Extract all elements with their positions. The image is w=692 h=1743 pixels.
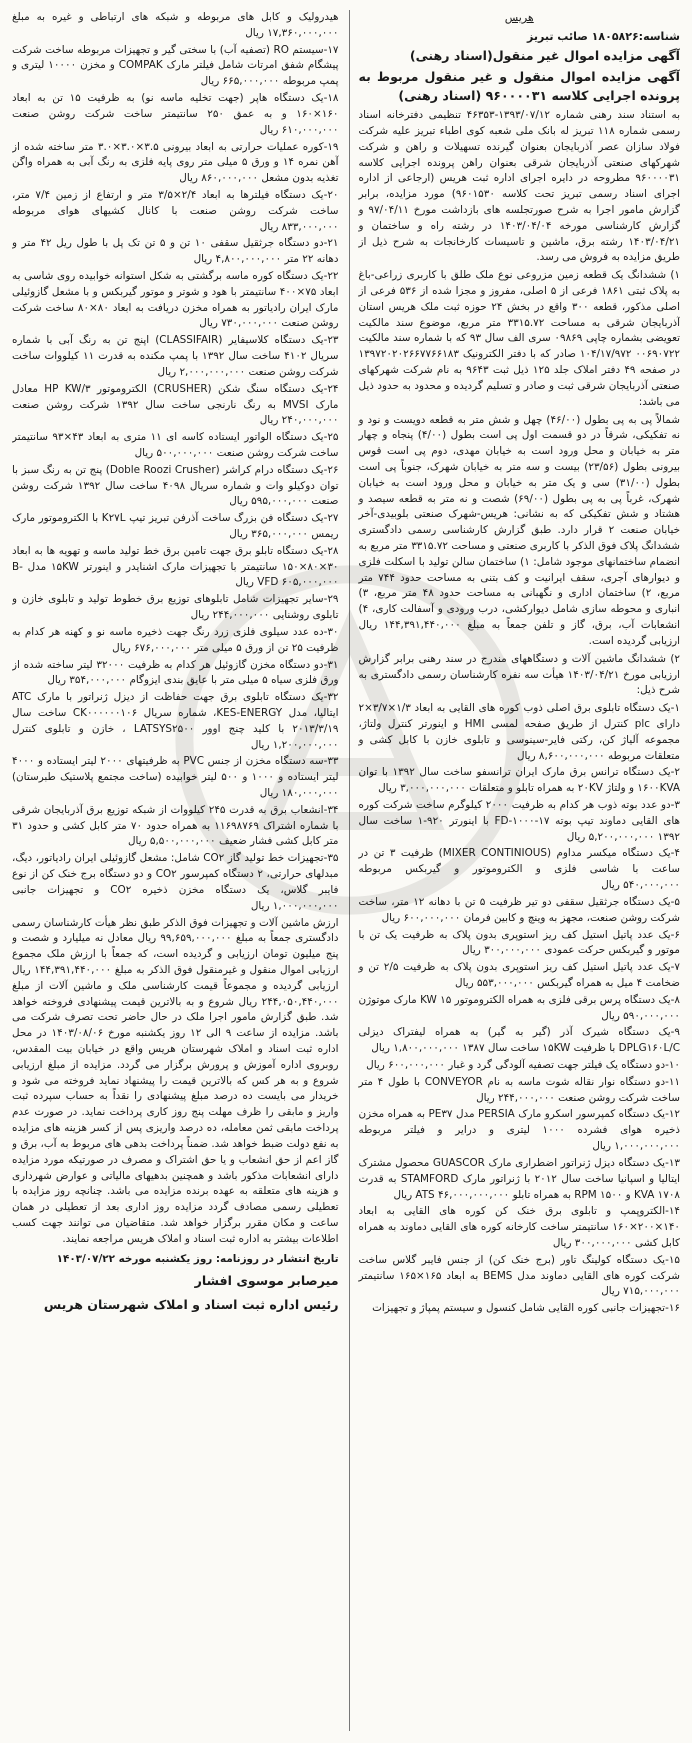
list-item [12, 592, 339, 624]
intro-paragraph: به استناد سند رهنی شماره ۱۳۹۳/۰۷/۱۲-۴۶۳۵۳ تنظیمی دفترخانه اسناد رسمی شماره ۱۱۸ تبریز له بانک ملی شعبه کوی اطباء تبریز علیه شرکت فولاد سازان عصر آذربایجان بعنوان گیرنده تسهیلات و راهن و شرکت شهرکهای صنعتی آذربایجان شرقی بعنوان راهن پرونده اجرایی کلاسه ۹۶۰۰۰۰۳۱ مطروحه در دایره اجرای اداره ثبت هریس (ارجاعی از اداره اجرای اسناد رسمی تبریز تحت کلاسه ۹۶۰۱۵۳۰) مورد مزایده، برابر گزارش مامور اجرا به شرح صورتجلسه های بازداشت مورخ ۹۷/۰۴/۱۱ و گزارش کارشناسی مورخه ۱۴۰۳/۰۴/۰۴ در رشته راه و ساختمان و ۱۴۰۳/۰۴/۲۱ رشته برق، ماشین و تاسیسات کارخانجات به شرح ذیل از طریق مزایده به فروش می رسد. [358, 109, 680, 264]
machinery-list-right [359, 701, 681, 1317]
item-text: ۱۷-سیستم RO (تصفیه آب) با سختی گیر و تجهیزات مربوطه ساخت شرکت پیشگام شفق امرتات شامل فیلتر مارک COMPAK و مخزن ۱۰۰۰۰ لیتری و پمپ مربوطه [12, 43, 339, 88]
list-item [12, 511, 339, 543]
item-price: ۲,۰۰۰,۰۰۰,۰۰۰ ریال [157, 365, 246, 378]
list-item [12, 382, 339, 429]
item-price: ۶۶۵,۰۰۰,۰۰۰ ریال [200, 75, 280, 88]
list-item [12, 430, 339, 462]
item-text: هیدرولیک و کابل های مربوطه و شبکه های ارتباطی و غیره به مبلغ [12, 11, 339, 23]
right-column [349, 10, 681, 1731]
list-item [359, 928, 681, 960]
list-item [12, 754, 339, 801]
item-text: ۱۵-یک دستگاه کولینگ تاور (برج خنک کن) از جنس فایبر گلاس ساخت شرکت کوره های القایی دماوند مدل BEMS به ابعاد ۱۶۵×۱۶۵ سانتیمتر [358, 1253, 680, 1282]
item-text: ۲۱-دو دستگاه جرثقیل سقفی ۱۰ تن و ۵ تن تک پل با طول ریل ۴۲ متر و دهانه ۲۲ متر [12, 237, 339, 266]
item-price: ۶۱۰,۰۰۰,۰۰۰ ریال [259, 123, 339, 136]
item-text: ۳۰-ده عدد سیلوی فلزی زرد رنگ جهت ذخیره ماسه نو و کهنه هر کدام به ظرفیت ۲۵ تن از ورق ۵ میلی متر [12, 625, 339, 654]
list-item [12, 658, 339, 690]
item-price: ۸۶۰,۰۰۰,۰۰۰ ریال [179, 172, 259, 185]
item-text: ۳۲-یک دستگاه تابلوی برق جهت حفاظت از دیزل ژنراتور با مارک ATC ایتالیا، مدل KES-ENERGY، شماره سریال CK۰۰۰۰۰۰۱۰۶ ساخت سال ۲۰۱۳/۳/۱۹ با کلید چنج اوور LATSYS۲۵۰۰ ، خازن و تابلوی کنترل [12, 691, 339, 735]
item-price: ۶۰۰,۰۰۰,۰۰۰ ریال [366, 1059, 445, 1072]
headline-primary: آگهی مزایده اموال غیر منقول(اسناد رهنی) [409, 48, 680, 64]
item-text: ۱۱-دو دستگاه نوار نقاله شوت ماسه به نام CONVEYOR با طول ۴ متر ساخت شرکت روشن صنعت [358, 1075, 680, 1104]
item-text: ۳۵-تجهیزات خط تولید گاز CO۲ شامل: مشعل گازوئیلی ایران رادیاتور، دیگ، مبدلهای حرارتی، ۲ دستگاه کمپرسور CO۲ و دو دستگاه برج خنک کن از نوع فایبر گلاس، یک دستگاه مخزن ذخیره CO۲ و تجهیزات جانبی [12, 852, 339, 896]
list-item [12, 851, 339, 914]
item-price: ۵,۲۰۰,۰۰۰,۰۰۰ ریال [566, 830, 655, 843]
item-text: ۲۴-یک دستگاه سنگ شکن (CRUSHER) الکتروموتور ۳/HP KW معادل مارک MVSI به رنگ نارنجی ساخت سال ۱۳۹۲ شرکت روشن صنعت [12, 382, 339, 411]
item-text: ۶-یک عدد پاتیل استیل کف ریز استوپری بدون پلاک به ظرفیت یک تن با موتور و گیربکس حرکت عمودی [358, 928, 680, 957]
item-text: ۱۹-کوره عملیات حرارتی به ابعاد بیرونی ۳.۵×۳.۰×۳.۰ متر ساخته شده از آهن نمره ۱۴ و ورق ۵ میلی متر روی پایه فلزی به رنگ آبی به همراه واگن تغذیه بدون مشعل [12, 140, 339, 185]
item-price: ۷۳۰,۰۰۰,۰۰۰ ریال [199, 317, 279, 330]
list-item [12, 690, 339, 753]
item-price: ۸,۶۰۰,۰۰۰,۰۰۰ ریال [516, 749, 605, 762]
item-text: ۱۳-یک دستگاه دیزل ژنراتور اضطراری مارک GUASCOR محصول مشترک ایتالیا و اسپانیا ساخت سال ۲۰۱۲ با ژنراتور مارک STAMFORD به قدرت ۱۷۰۸ KVA و ۱۵۰۰ RPM به همراه تابلو ATS [358, 1156, 680, 1201]
list-item [359, 1204, 681, 1251]
item-price: ۵۵۳,۰۰۰,۰۰۰ ریال [455, 976, 534, 989]
list-item [12, 269, 339, 332]
left-column [12, 10, 339, 1731]
item-price: ۳۰۰,۰۰۰,۰۰۰ ریال [462, 944, 541, 957]
item-text: ۱۶-تجهیزات جانبی کوره القایی شامل کنسول و سیستم پمپاژ و تجهیزات [372, 1302, 680, 1315]
item-price: ۸۳۳,۰۰۰,۰۰۰ ریال [259, 220, 339, 233]
item-text: ۲۵-یک دستگاه الواتور ایستاده کاسه ای ۱۱ متری به ابعاد ۴۳×۹۳ سانتیمتر ساخت شرکت روشن صنعت [12, 431, 339, 459]
item-price: ۳,۰۰۰,۰۰۰,۰۰۰ ریال [378, 782, 466, 795]
list-item [359, 1025, 681, 1057]
list-item [12, 188, 339, 235]
item-text: ۳۳-سه دستگاه مخزن از جنس PVC به ظرفیتهای ۲۰۰۰ لیتر ایستاده و ۴۰۰۰ لیتر ایستاده و ۱۰۰۰ و ۵۰۰ لیتر خوابیده (ساخت مجتمع پلاستیک طبرستان) [12, 755, 339, 784]
list-item [12, 463, 339, 510]
item-text: ۲-یک دستگاه ترانس برق مارک ایران ترانسفو ساخت سال ۱۳۹۲ با توان ۱۶۰۰KVA و ولتاژ ۲۰KV به همراه تابلو و متعلقات [358, 766, 680, 795]
item-price: ۵۹۰,۰۰۰,۰۰۰ ریال [601, 1009, 680, 1022]
item-text: ۲۸-یک دستگاه تابلو برق جهت تامین برق خط تولید ماسه و تهویه ها به ابعاد ۳۰×۸۰×۱۵۰ سانتیمتر با تجهیزات مارک اشنایدر و اینورتر ۱۵KW مدل B-VFD [12, 544, 339, 589]
list-item [12, 236, 339, 268]
item-text: ۵-یک دستگاه جرثقیل سقفی دو تیر ظرفیت ۵ تن با دهانه ۱۲ متر، ساخت شرکت روشن صنعت، مجهز به وینچ و کابین فرمان [358, 895, 680, 924]
signer-title: رئیس اداره ثبت اسناد و املاک شهرستان هریس [43, 1297, 339, 1313]
item-price: ۱,۰۰۰,۰۰۰,۰۰۰ ریال [250, 899, 339, 912]
publish-date: تاریخ انتشار در روزنامه: روز یکشنبه مورخه ۱۴۰۳/۰۷/۲۲ [56, 1252, 339, 1265]
item-text: ۱۴-الکتروپمپ و تابلوی برق خنک کن کوره های القایی به ابعاد ۱۴۰×۲۰۰×۱۶۰ سانتیمتر ساخت کارخانه کوره های القایی دماوند به همراه کابل کشی [358, 1205, 680, 1249]
list-item [12, 91, 339, 138]
list-item [359, 701, 681, 764]
list-item [12, 625, 339, 657]
list-item [12, 803, 339, 850]
list-item [12, 43, 339, 90]
item-price: ۵۴۰,۰۰۰,۰۰۰ ریال [601, 879, 680, 892]
item-price: ۱۷,۳۶۰,۰۰۰,۰۰۰ ریال [245, 26, 339, 39]
list-item [359, 1075, 681, 1107]
list-item [359, 846, 681, 893]
list-item [12, 10, 339, 42]
list-item [12, 140, 339, 187]
item-text: ۲۹-سایر تجهیزات شامل تابلوهای توزیع برق خطوط تولید و تابلوی خازن و تابلوی روشنایی [12, 593, 339, 622]
item-price: ۶۰۵,۰۰۰,۰۰۰ ریال [235, 576, 339, 589]
item-price: ۱,۲۰۰,۰۰۰,۰۰۰ ریال [250, 738, 339, 751]
signer-name: میرصابر موسوی افشار [194, 1273, 339, 1289]
auction-conditions: ارزش ماشین آلات و تجهیزات فوق الذکر طبق نظر هیأت کارشناسان رسمی دادگستری جمعاً به مبلغ ۹۹,۶۵۹,۰۰۰,۰۰۰ ریال معادل نه میلیارد و شصت و پنج میلیون تومان ارزیابی و گردیده است، که جمعاً با ارزش ملک مجموع ارزیابی اموال منقول و غیرمنقول فوق الذکر به مبلغ ۱۴۴,۳۹۱,۴۴۰,۰۰۰ ریال ارزیابی گردیده و مجموعاً قیمت کارشناسی ملک و ماشین آلات از مبلغ ۲۴۴,۰۵۰,۴۴۰,۰۰۰ ریال شروع و به بالاترین قیمت پیشنهادی فروخته خواهد شد. طبق گزارش مامور اجرا ملک در حال حاضر تحت تصرف شرکت می باشد. مزایده از ساعت ۹ الی ۱۲ روز یکشنبه مورخ ۱۴۰۳/۰۸/۰۶ در محل اداره ثبت اسناد و املاک شهرستان هریس واقع در خیابان بیت المقدس، روبروی اداره آموزش و پرورش برگزار می گردد. مزایده از مبلغ ارزیابی شروع و به هر کس که بالاترین قیمت را پیشنهاد نماید فروخته می شود و خریدار می بایست ده درصد مبلغ پیشنهادی را نقداً به حساب سپرده ثبت واریز و مابقی را ظرف مهلت پنج روز کاری پرداخت نماید. در صورت عدم پرداخت مابقی ثمن معامله، ده درصد واریزی پس از کسر هزینه های مزایده به نفع دولت ضبط خواهد شد. ضمناً پرداخت بدهی های مربوط به آب، برق و گاز اعم از حق انشعاب و یا حق اشتراک و مصرف در صورتیکه مورد مزایده دارای انشعابات مذکور باشد و همچنین بدهیهای مالیاتی و عوارض شهرداری و هزینه های متعلقه به عهده برنده مزایده می باشد. چنانچه روز مزایده با تعطیلی رسمی مصادف گردد مزایده روز اداری بعد از تعطیلی در همان ساعت و مکان مقرر برگزار خواهد شد. متقاضیان می توانند جهت کسب اطلاعات بیشتر به اداره ثبت اسناد و املاک هریس مراجعه نمایند. [12, 916, 339, 1245]
list-item [359, 895, 681, 927]
item-price: ۳۰۰,۰۰۰,۰۰۰ ریال [552, 1236, 632, 1249]
item-price: ۶۰۰,۰۰۰,۰۰۰ ریال [381, 911, 461, 924]
item-text: ۱۸-یک دستگاه هاپر (جهت تخلیه ماسه نو) به ظرفیت ۱۵ تن به ابعاد ۱۶۰×۱۶۰ و به عمق ۲۵۰ سانتیمتر ساخت شرکت روشن صنعت [12, 92, 339, 120]
list-item [359, 798, 681, 845]
list-item [12, 544, 339, 591]
item-text: ۲۷-یک دستگاه فن بزرگ ساخت آذرفن تبریز تیپ K۲۷L با الکتروموتور مارک ریمس [12, 512, 339, 540]
item-text: ۸-یک دستگاه پرس برقی فلزی به همراه الکتروموتور ۱۵ KW مارک موتوژن [358, 993, 680, 1006]
item-text: ۱۲-یک دستگاه کمپرسور اسکرو مارک PERSIA مدل PE۳۷ به همراه مخزن ذخیره هوای فشرده ۱۰۰۰ لیتری و درایر و فیلتر مربوطه [358, 1108, 680, 1137]
item-text: ۱۰-دو دستگاه یک فیلتر جهت تصفیه آلودگی گرد و غبار [448, 1059, 680, 1072]
item-price: ۵۹۵,۰۰۰,۰۰۰ ریال [229, 495, 308, 508]
list-item [359, 1301, 681, 1317]
list-item [359, 1156, 681, 1203]
item-text: ۲۰-یک دستگاه فیلترها به ابعاد ۲/۴×۳/۵ متر و ارتفاع از زمین ۷/۴ متر، ساخت شرکت روشن صنعت با کانال کشیهای هوای مربوطه [12, 188, 339, 217]
item-price: ۲۴۴,۰۰۰,۰۰۰ ریال [190, 609, 270, 622]
section-2-machinery: ۲) ششدانگ ماشین آلات و دستگاههای مندرج در سند رهنی برابر گزارش ارزیابی مورخ ۱۴۰۳/۰۴/۲۱ هیأت سه نفره کارشناسان رسمی دادگستری به شرح ذیل: [358, 652, 680, 697]
item-text: ۹-یک دستگاه شیرک آذر (گیر به گیر) به همراه لیفتراک دیزلی DPLG۱۶۰L/C با ظرفیت ۱۵KW ساخت سال ۱۳۸۷ [358, 1026, 680, 1055]
item-price: ۱,۸۰۰,۰۰۰,۰۰۰ ریال [371, 1042, 459, 1055]
notice-id: شناسه:۱۸۰۵۸۲۶ صائب تبریز [527, 29, 680, 43]
city-tag: هریس [504, 11, 534, 24]
list-item [12, 333, 339, 380]
text-columns [12, 10, 680, 1731]
item-price: ۶۷۶,۰۰۰,۰۰۰ ریال [112, 641, 191, 654]
property-boundaries: شمالاً پی به پی بطول (۴۶/۰۰) چهل و شش متر به قطعه دویست و نود و نه تفکیکی، شرقاً در دو قسمت اول پی است بطول (۴/۰۰) پنجاه و چهار متر به خیابان و محل ورود است به خیابان مهدی، دوم پی است قوس بیرونی بطول (۲۳/۵۶) بیست و سه متر به خیابان شهرک، جنوباً پی است بطول (۳۱/۰۰) سی و یک متر به خیابان و محل ورود است به خیابان شهرک، غرباً پی به پی بطول (۶۹/۰۰) شصت و نه متر به قطعه سیصد و هشتاد و شش تفکیکی که به نشانی: هریس-شهرک صنعتی بلوبیدی-آخر خیابان صنعت ۲ قرار دارد. طبق گزارش کارشناسی رسمی دادگستری ششدانگ پلاک فوق الذکر با کاربری صنعتی و مساحت ۳۳۱۵.۷۲ متر مربع به انضمام ساختمانهای موجود شامل: ۱) ساختمان سالن تولید با اسکلت فلزی و دیوارهای آجری، سقف ایرانیت و کف بتنی به مساحت حدود ۷۴۴ متر مربع، ۲) ساختمان اداری و نگهبانی به مساحت حدود ۴۸ متر مربع، ۳) انباری و محوطه سازی شامل دیوارکشی، درب ورودی و آسفالت کاری، ۴) انشعابات آب، برق، گاز و تلفن جمعاً به مبلغ ۱۴۴,۳۹۱,۴۴۰,۰۰۰ ریال ارزیابی گردیده است. [358, 413, 680, 647]
item-price: ۱۸۰,۰۰۰,۰۰۰ ریال [259, 787, 339, 799]
list-item [359, 993, 681, 1025]
item-text: ۷-یک عدد پاتیل استیل کف ریز استوپری بدون پلاک به ظرفیت ۲/۵ تن و ضخامت ۴ میل به همراه گیربکس [358, 961, 680, 989]
headline-secondary: آگهی مزایده اموال منقول و غیر منقول مربوط به پرونده اجرایی کلاسه ۹۶۰۰۰۰۳۱ (اسناد رهنی) [358, 69, 680, 104]
item-price: ۳۵۴,۰۰۰,۰۰۰ ریال [47, 674, 127, 687]
item-text: ۲۶-یک دستگاه درام کراشر (Doble Roozi Crusher) پنج تن به رنگ سبز با توان دوکیلو وات و شماره سریال ۴۰۹۸ ساخت سال ۱۳۹۲ شرکت روشن صنعت [12, 463, 339, 508]
list-item [359, 1058, 681, 1074]
list-item [359, 765, 681, 797]
list-item [359, 960, 681, 992]
list-item [359, 1107, 681, 1154]
item-text: ۱-یک دستگاه تابلوی برق اصلی ذوب کوره های القایی به ابعاد ۱/۳×۳/۷×۲ دارای plc کنترل از طریق صفحه لمسی HMI و اینورتر کنترل ولتاژ، مجموعه آلیاژ کن، رکتی فایر-سینوسی و تابلوی خازن با کابل کشی و متعلقات مربوطه [358, 702, 680, 762]
item-price: ۱,۰۰۰,۰۰۰,۰۰۰ ریال [592, 1140, 680, 1153]
item-price: ۵۰۰,۰۰۰,۰۰۰ ریال [134, 446, 214, 459]
item-price: ۳۶۵,۰۰۰,۰۰۰ ریال [229, 528, 309, 540]
machinery-list-left [12, 43, 339, 915]
item-text: ۴-یک دستگاه میکسر مداوم (MIXER CONTINIOUS) ظرفیت ۳ تن در ساعت با شاسی فلزی و الکتروموتور و گیربکس مربوطه [358, 847, 680, 876]
item-price: ۵,۵۰۰,۰۰۰,۰۰۰ ریال [127, 835, 216, 848]
item-text: ۳۱-دو دستگاه مخزن گازوئیل هر کدام به ظرفیت ۳۲۰۰۰ لیتر ساخته شده از ورق فلزی سیاه ۵ میلی متر با عایق بندی ایزوگام [12, 658, 339, 687]
item-text: ۳-دو عدد بوته ذوب هر کدام به ظرفیت ۲۰۰۰ کیلوگرم ساخت شرکت کوره های القایی دماوند تیپ بوته FD-۱۰۰۰-۱۷ با اینورتر ۹۲۰-۱ ساخت سال ۱۳۹۲ [358, 799, 680, 843]
list-item [359, 1253, 681, 1300]
item-price: ۲۴۰,۰۰۰,۰۰۰ ریال [259, 414, 339, 427]
item-text: ۳۴-انشعاب برق به قدرت ۲۴۵ کیلووات از شبکه توزیع برق آذربایجان شرقی با شماره اشتراک ۱۱۶۹۸۷۶۹ به همراه حدود ۷۰ متر کابل کشی و حدود ۳۱ متر کابل کشی فشار ضعیف [12, 803, 339, 848]
item-price: ۲۴۴,۰۰۰,۰۰۰ ریال [476, 1091, 555, 1104]
item-text: ۲۳-یک دستگاه کلاسیفایر (CLASSIFAIR) اپنج تن به رنگ آبی با شماره سریال ۴۱۰۲ ساخت سال ۱۳۹۲ با پمپ مکنده به قدرت ۱۱ کیلووات ساخت شرکت روشن صنعت [12, 334, 339, 378]
section-1-property: ۱) ششدانگ یک قطعه زمین مزروعی نوع ملک طلق با کاربری زراعی-باغ به پلاک ثبتی ۱۸۶۱ فرعی از ۵ اصلی، مفروز و مجزا شده از ۵۳۶ فرعی از اصلی مذکور، قطعه ۳۰۰ واقع در بخش ۲۴ حوزه ثبت ملک هریس استان آذربایجان شرقی به مساحت ۳۳۱۵.۷۲ متر مربع، موضوع سند مالکیت تعویضی بشماره چاپی ۰۹۸۶۹ سری الف سال ۹۳ که با شماره سند مالکیت ۰۰۶۹۰۷۲۲ ۱۰۴/۱۷/۹۷۲ صادر که با دفتر الکترونیک ۱۳۹۷۲۰۲۰۲۶۶۷۷۶۶۱۸۳ در صفحه ۴۹ دفتر املاک جلد ۱۲۵ ذیل ثبت ۹۶۴۳ به نام شرکت شهرکهای صنعتی آذربایجان شرقی ثبت و صادر و تسلیم گردیده و محدود به حدود ذیل می باشد: [358, 269, 680, 408]
item-text: ۲۲-یک دستگاه کوره ماسه برگشتی به شکل استوانه خوابیده روی شاسی به ابعاد ۷۵×۴۰۰ سانتیمتر با هود و شوتر و موتور گیربکس و با مشعل گازوئیلی مارک ایران رادیاتور به همراه مخزن دریافت به ابعاد ۸۰×۸۰ ساخت شرکت روشن صنعت [12, 270, 339, 330]
item-price: ۴,۸۰۰,۰۰۰,۰۰۰ ریال [193, 253, 282, 266]
item-price: ۴۶,۰۰۰,۰۰۰,۰۰۰ ریال [393, 1188, 510, 1201]
item-price: ۷۱۵,۰۰۰,۰۰۰ ریال [601, 1285, 680, 1298]
